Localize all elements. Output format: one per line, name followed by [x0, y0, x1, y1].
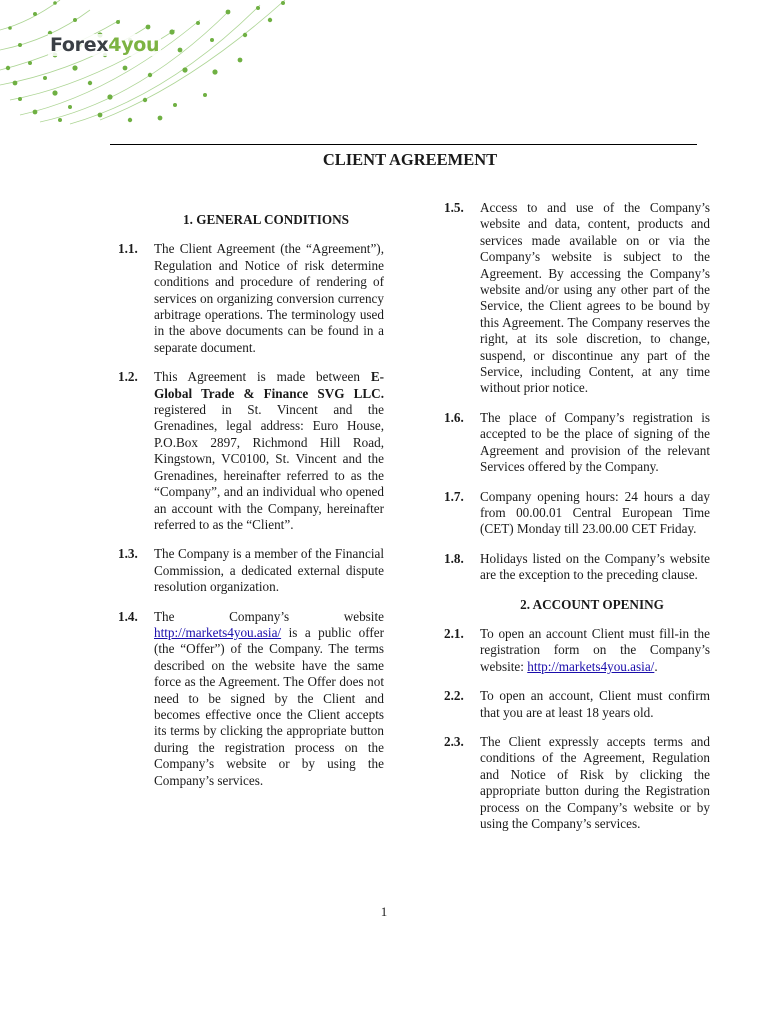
company-name: E-Global Trade & Finance SVG LLC. — [154, 369, 384, 401]
clause-number: 2.1. — [444, 625, 464, 641]
forex4you-logo: Forex4you — [50, 34, 160, 56]
clause-text: The Company’s website http://markets4you.asia/ is a public offer (the “Offer”) of the Company. The terms described on the website have the same force as the Agreement. The Offer does not need to be signed by the Client and becomes effective once the Client accepts its terms by clicking the appropriate button during the registration process on the Company’s website or by using the Company’s services. — [154, 608, 384, 788]
right-column — [444, 200, 710, 845]
clause-text: To open an account Client must fill-in the registration form on the Company’s website: http://markets4you.asia/. — [480, 625, 710, 674]
clause-number: 1.2. — [118, 369, 138, 385]
network-dots-graphic — [0, 0, 300, 125]
clause-1-8 — [444, 551, 710, 584]
clause-number: 1.4. — [118, 608, 138, 624]
section-heading-general-conditions: 1. GENERAL CONDITIONS — [183, 212, 349, 227]
clause-2-1 — [444, 626, 710, 675]
clause-text: The place of Company’s registration is accepted to be the place of signing of the Agreement and provision of the relevant Services offered by the Company. — [480, 409, 710, 475]
clause-number: 2.2. — [444, 688, 464, 704]
clause-number: 1.6. — [444, 409, 464, 425]
website-link[interactable]: http://markets4you.asia/ — [154, 624, 282, 640]
clause-number: 1.7. — [444, 488, 464, 504]
clause-text: This Agreement is made between E-Global Trade & Finance SVG LLC. registered in St. Vincent and the Grenadines, legal address: Euro House, P.O.Box 2897, Richmond Hill Road, Kingstown, VC0100, St. Vincent and the Grenadines, hereinafter referred to as the “Company”, and an individual who opened an account with the Company, hereinafter referred to as the “Client”. — [154, 369, 384, 532]
clause-2-2 — [444, 688, 710, 721]
clause-1-7 — [444, 489, 710, 538]
clause-number: 1.1. — [118, 241, 138, 257]
clause-text: Holidays listed on the Company’s website are the exception to the preceding clause. — [480, 550, 710, 583]
clause-text: The Client Agreement (the “Agreement”), Regulation and Notice of risk determine conditions and procedure of rendering of services on organizing conversion currency arbitrage operations. The terminology used in the above documents can be found in a separate document. — [154, 241, 384, 355]
clause-number: 2.3. — [444, 733, 464, 749]
clause-2-3 — [444, 734, 710, 832]
clause-text: The Client expressly accepts terms and conditions of the Agreement, Regulation and Notice of Risk by clicking the appropriate button during the Registration process on the Company’s website or by using the Company’s services. — [480, 733, 710, 831]
website-link[interactable]: http://markets4you.asia/ — [527, 658, 655, 674]
clause-1-6 — [444, 410, 710, 476]
clause-text: To open an account, Client must confirm that you are at least 18 years old. — [480, 688, 710, 720]
clause-1-5 — [444, 200, 710, 397]
document-title: CLIENT AGREEMENT — [322, 150, 498, 169]
clause-text: The Company is a member of the Financial Commission, a dedicated external dispute resolution organization. — [154, 546, 384, 595]
page-number: 1 — [380, 904, 388, 919]
clause-1-1 — [118, 241, 384, 356]
left-column — [118, 212, 384, 802]
clause-number: 1.8. — [444, 550, 464, 566]
clause-1-4 — [118, 609, 384, 789]
clause-1-3 — [118, 546, 384, 595]
clause-number: 1.5. — [444, 200, 464, 215]
clause-text: Company opening hours: 24 hours a day from 00.00.01 Central European Time (CET) Monday till 23.00.00 CET Friday. — [480, 488, 710, 537]
header-divider — [110, 144, 697, 145]
clause-1-2 — [118, 369, 384, 533]
section-heading-account-opening: 2. ACCOUNT OPENING — [520, 596, 664, 612]
clause-number: 1.3. — [118, 546, 138, 562]
clause-text: Access to and use of the Company’s website and data, content, products and services made available on or via the Company’s website is subject to the Agreement. By accessing the Company’s website and/or using any other part of the Service, the Client agrees to be bound by this Agreement. The Company reserves the right, at its sole discretion, to change, suspend, or discontinue any part of the Service, including Content, at any time without prior notice. — [480, 200, 710, 396]
